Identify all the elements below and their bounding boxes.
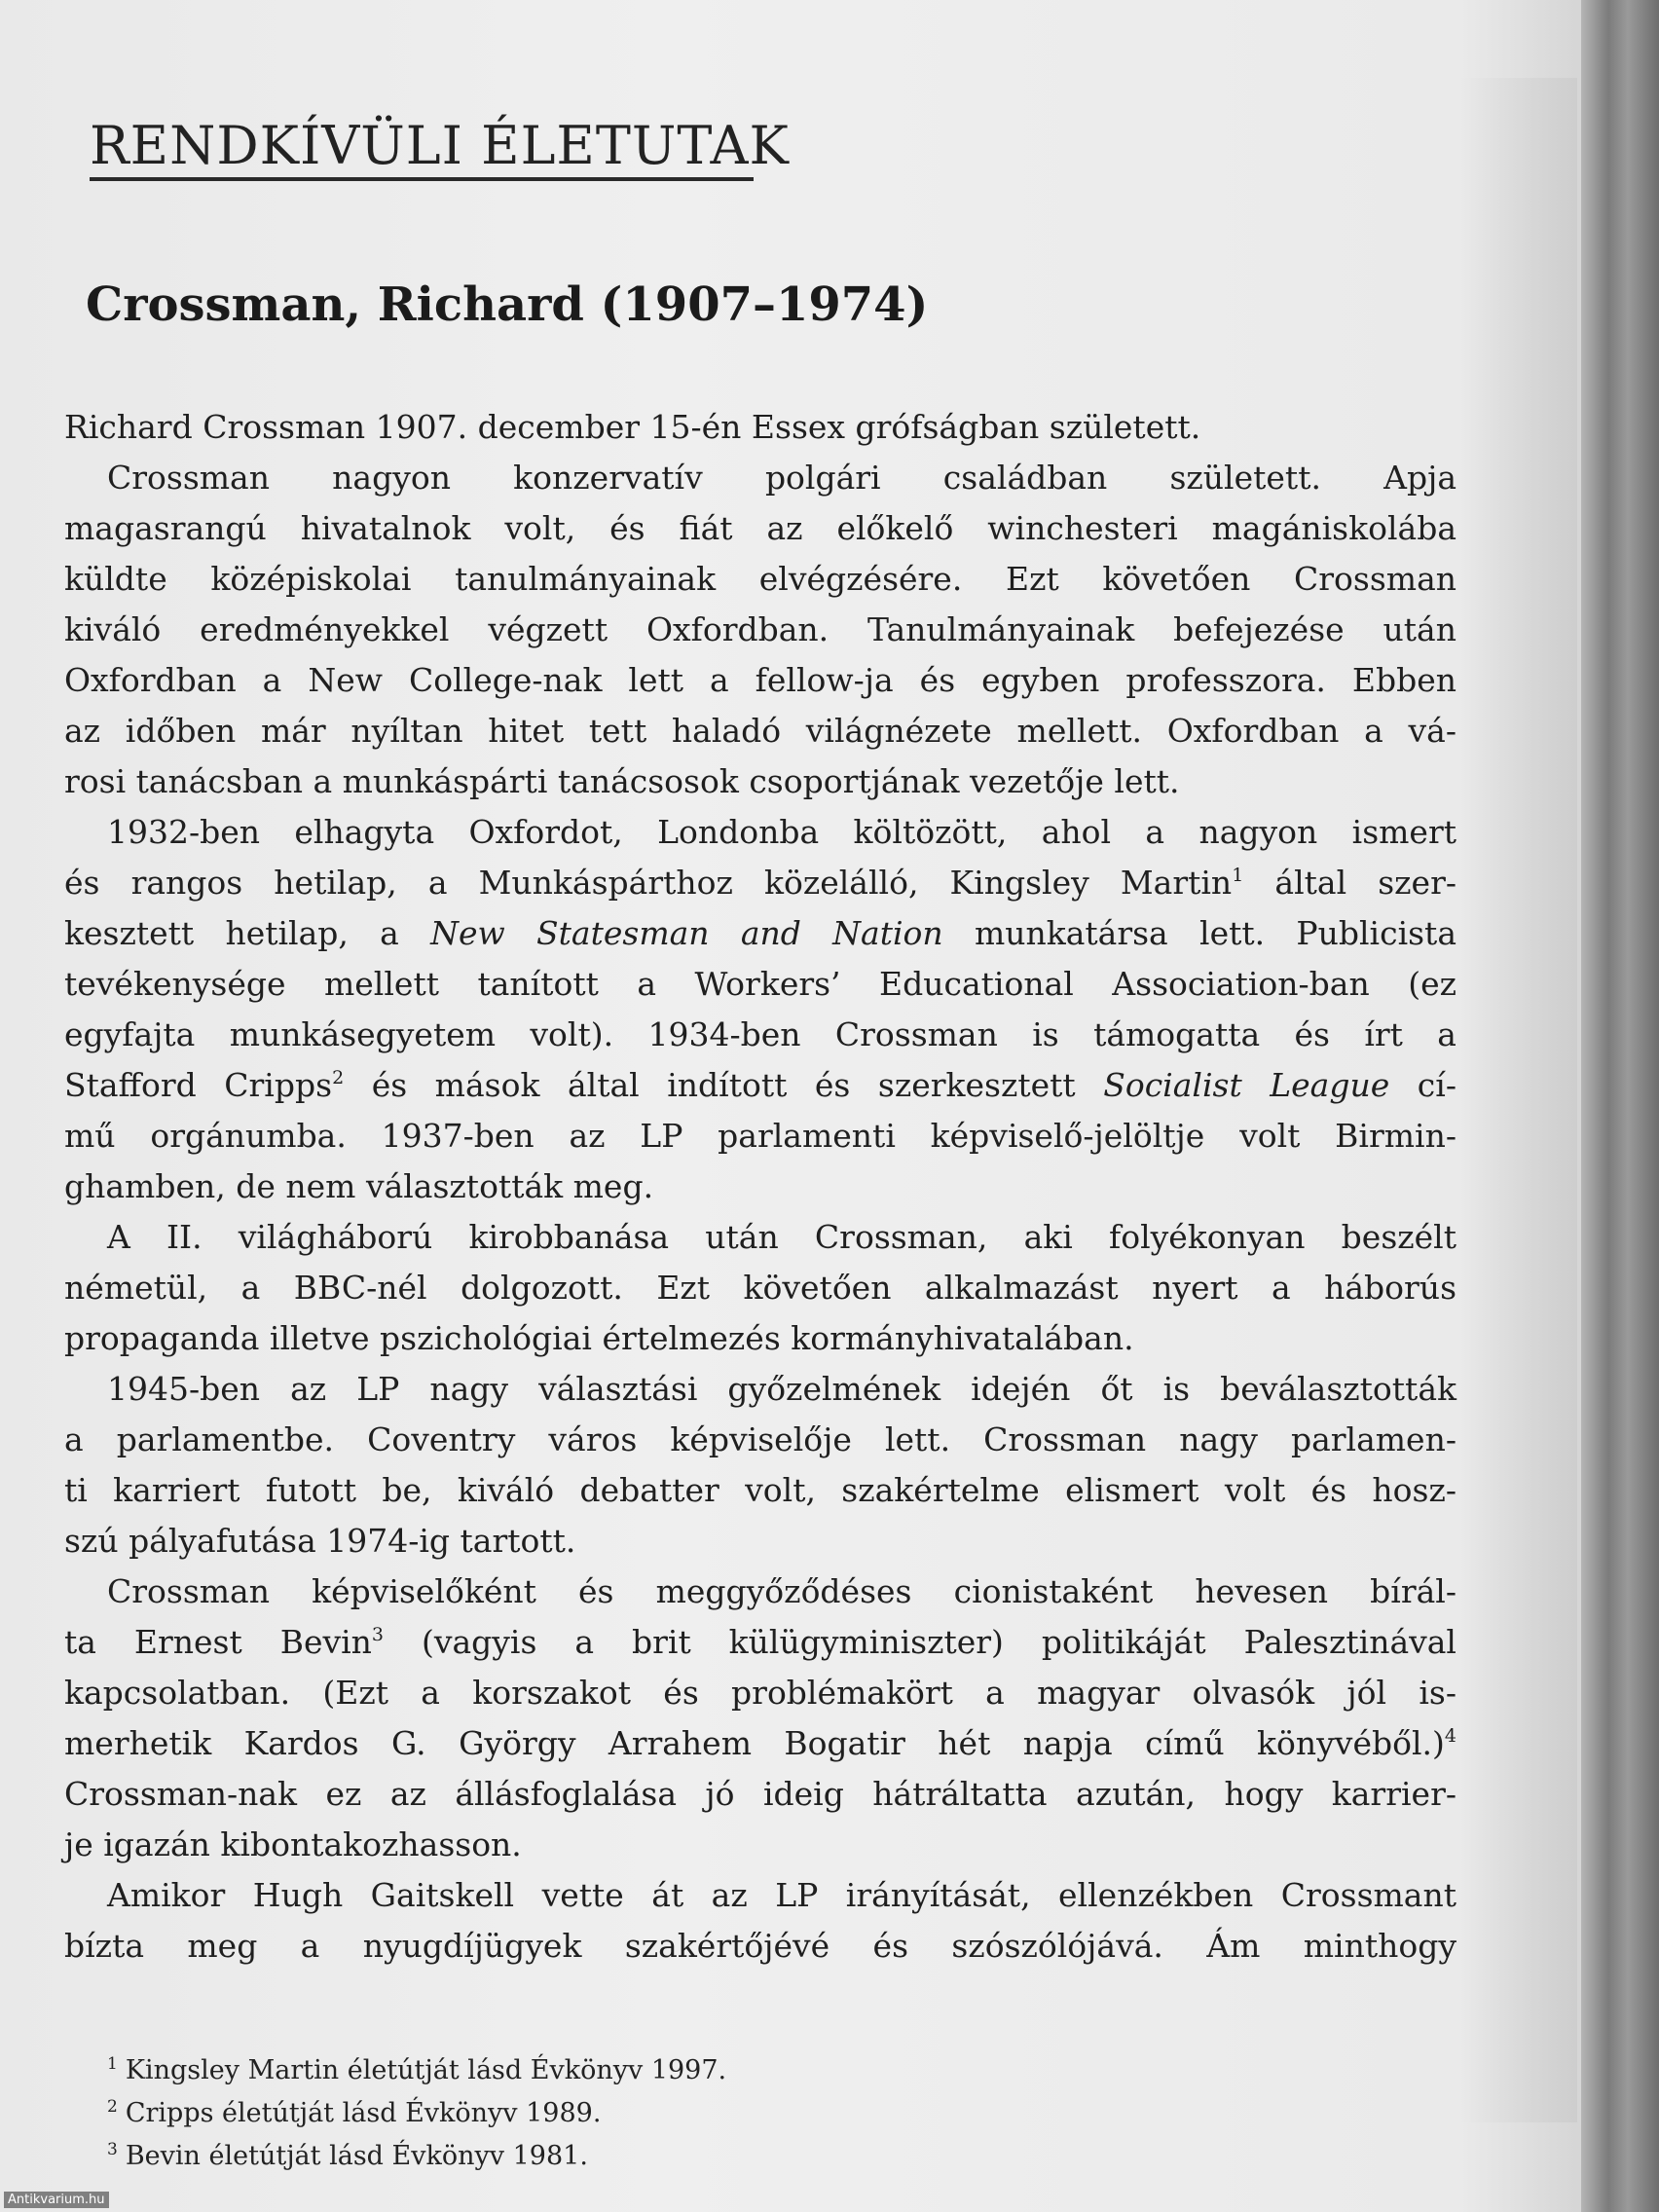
- body-text: által szer-: [1274, 864, 1457, 902]
- article-title: Crossman, Richard (1907–1974): [86, 277, 929, 332]
- bleed-through-shadow: [1460, 78, 1577, 2122]
- body-line: németül, a BBC-nél dolgozott. Ezt követően alkalmazást nyert a háborús: [64, 1269, 1456, 1307]
- footnote-text: Cripps életútját lásd Évkönyv 1989.: [125, 2098, 602, 2128]
- body-text: merhetik Kardos G. György Arrahem Bogatir hét napja című könyvéből.): [64, 1724, 1445, 1762]
- body-line: [64, 1617, 1456, 1668]
- footnote: [107, 2049, 726, 2092]
- footnote-mark: 1: [107, 2054, 118, 2074]
- body-text: munkatársa lett. Publicista: [942, 914, 1456, 952]
- body-text: ta Ernest Bevin: [64, 1623, 372, 1661]
- body-line: bízta meg a nyugdíjügyek szakértőjévé és szószólójává. Ám minthogy: [64, 1927, 1456, 1965]
- book-spine-shadow: [1581, 0, 1659, 2212]
- body-line: kiváló eredményekkel végzett Oxfordban. Tanulmányainak befejezése után: [64, 610, 1456, 648]
- footnote-ref: 1: [1232, 865, 1244, 886]
- body-line: Crossman-nak ez az állásfoglalása jó ideig hátráltatta azután, hogy karrier-: [64, 1775, 1456, 1813]
- footnote-text: Kingsley Martin életútját lásd Évkönyv 1997.: [125, 2055, 727, 2085]
- body-line: propaganda illetve pszichológiai értelmezés kormányhivatalában.: [64, 1319, 1134, 1357]
- body-line: [64, 1060, 1456, 1111]
- footnote-text: Bevin életútját lásd Évkönyv 1981.: [125, 2141, 588, 2171]
- body-line: Oxfordban a New College-nak lett a fellow-ja és egyben professzora. Ebben: [64, 661, 1456, 699]
- body-line: egyfajta munkásegyetem volt). 1934-ben Crossman is támogatta és írt a: [64, 1015, 1456, 1053]
- body-line: ti karriert futott be, kiváló debatter volt, szakértelme elismert volt és hosz-: [64, 1471, 1456, 1509]
- footnote-mark: 2: [107, 2097, 118, 2117]
- body-line: a parlamentbe. Coventry város képviselője lett. Crossman nagy parlamen-: [64, 1420, 1456, 1458]
- body-line: rosi tanácsban a munkáspárti tanácsosok csoportjának vezetője lett.: [64, 762, 1180, 800]
- body-line: je igazán kibontakozhasson.: [64, 1825, 522, 1863]
- article-body: [64, 402, 1456, 1972]
- body-line: Amikor Hugh Gaitskell vette át az LP irányítását, ellenzékben Crossmant: [107, 1876, 1456, 1914]
- body-text: Stafford Cripps: [64, 1066, 333, 1104]
- body-line: magasrangú hivatalnok volt, és fiát az előkelő winchesteri magániskolába: [64, 509, 1456, 547]
- body-text: cí-: [1389, 1066, 1456, 1104]
- footnote-ref: 2: [332, 1067, 345, 1088]
- watermark: Antikvarium.hu: [4, 2192, 109, 2208]
- body-text: kesztett hetilap, a: [64, 914, 431, 952]
- footnote: [107, 2092, 726, 2135]
- publication-title: New Statesman and Nation: [430, 914, 943, 952]
- body-line: Crossman nagyon konzervatív polgári családban született. Apja: [107, 459, 1456, 497]
- body-line: [64, 1718, 1456, 1769]
- body-line: ghamben, de nem választották meg.: [64, 1167, 654, 1205]
- body-line: kapcsolatban. (Ezt a korszakot és problémakört a magyar olvasók jól is-: [64, 1674, 1456, 1712]
- body-line: Richard Crossman 1907. december 15-én Essex grófságban született.: [64, 408, 1201, 446]
- body-text: és mások által indított és szerkesztett: [344, 1066, 1104, 1104]
- footnote: [107, 2135, 726, 2178]
- body-line: mű orgánumba. 1937-ben az LP parlamenti képviselő-jelöltje volt Birmin-: [64, 1117, 1456, 1155]
- body-line: [64, 908, 1456, 959]
- body-text: (vagyis a brit külügyminiszter) politikáját Palesztinával: [384, 1623, 1456, 1661]
- footnotes: [107, 2049, 726, 2178]
- body-line: 1932-ben elhagyta Oxfordot, Londonba költözött, ahol a nagyon ismert: [107, 813, 1456, 851]
- body-line: [64, 858, 1456, 908]
- body-text: és rangos hetilap, a Munkáspárthoz közelálló, Kingsley Martin: [64, 864, 1233, 902]
- body-line: 1945-ben az LP nagy választási győzelmének idején őt is beválasztották: [107, 1370, 1456, 1408]
- footnote-mark: 3: [107, 2140, 118, 2159]
- body-line: A II. világháború kirobbanása után Crossman, aki folyékonyan beszélt: [107, 1218, 1456, 1256]
- body-line: szú pályafutása 1974-ig tartott.: [64, 1522, 576, 1560]
- publication-title: Socialist League: [1103, 1066, 1390, 1104]
- body-line: Crossman képviselőként és meggyőződéses cionistaként hevesen bírál-: [107, 1572, 1456, 1610]
- footnote-ref: 3: [371, 1624, 385, 1645]
- body-line: küldte középiskolai tanulmányainak elvégzésére. Ezt követően Crossman: [64, 560, 1456, 598]
- section-title: RENDKÍVÜLI ÉLETUTAK: [90, 115, 790, 176]
- section-title-underline: [90, 177, 754, 181]
- body-line: tevékenysége mellett tanított a Workers’ Educational Association-ban (ez: [64, 965, 1456, 1003]
- body-line: az időben már nyíltan hitet tett haladó világnézete mellett. Oxfordban a vá-: [64, 712, 1456, 750]
- footnote-ref: 4: [1444, 1725, 1456, 1747]
